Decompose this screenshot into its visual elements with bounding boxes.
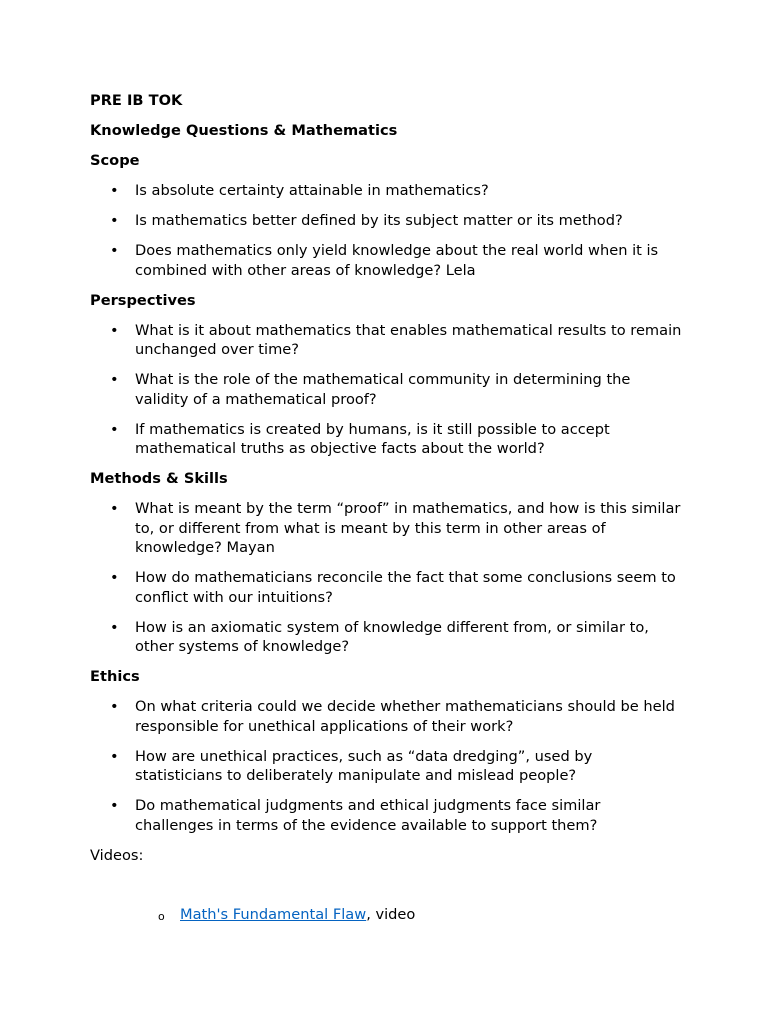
list-item-text: How is an axiomatic system of knowledge different from, or similar to, other systems of knowledge? [135,618,649,655]
list-item [90,796,690,835]
hollow-bullet-icon: o [158,910,165,923]
video-link-suffix: , video [366,906,416,923]
document-page [90,91,690,925]
bullet-icon: • [110,698,119,715]
list-item-text: How do mathematicians reconcile the fact that some conclusions seem to conflict with our intuitions? [135,569,676,606]
list-item-text: What is it about mathematics that enables mathematical results to remain unchanged over time? [135,321,682,358]
video-link[interactable]: Math's Fundamental Flaw [180,906,367,923]
list-item-text: Does mathematics only yield knowledge about the real world when it is combined with other areas of knowledge? Lela [135,242,659,279]
bullet-icon: • [110,618,119,636]
video-list-item [90,905,690,925]
list-item-text: Is mathematics better defined by its subject matter or its method? [135,212,623,229]
bullet-list-perspectives [90,321,690,459]
list-item [90,370,690,409]
list-item [90,211,690,231]
list-item-text: If mathematics is created by humans, is it still possible to accept mathematical truths as objective facts about the world? [135,420,610,457]
section-heading-methods-skills: Methods & Skills [90,470,228,487]
bullet-icon: • [110,371,119,388]
list-item-text: Do mathematical judgments and ethical judgments face similar challenges in terms of the evidence available to support them? [135,797,601,834]
list-item [90,181,690,201]
bullet-icon: • [110,569,119,586]
bullet-icon: • [110,747,119,765]
section-heading-ethics: Ethics [90,668,140,685]
section-heading-scope: Scope [90,152,140,169]
list-item-text: On what criteria could we decide whether mathematicians should be held responsible for unethical applications of their work? [135,698,675,735]
bullet-icon: • [110,182,119,199]
bullet-icon: • [110,321,119,339]
document-subtitle: Knowledge Questions & Mathematics [90,122,398,139]
bullet-icon: • [110,242,119,259]
list-item [90,618,690,657]
bullet-list-scope [90,181,690,280]
bullet-icon: • [110,420,119,438]
list-item-text: How are unethical practices, such as “data dredging”, used by statisticians to deliberately manipulate and mislead people? [135,747,593,784]
document-title: PRE IB TOK [90,92,183,109]
list-item-text: Is absolute certainty attainable in mathematics? [135,182,489,199]
list-item-text: What is meant by the term “proof” in mathematics, and how is this similar to, or different from what is meant by this term in other areas of knowledge? Mayan [135,500,681,556]
list-item [90,321,690,360]
section-heading-perspectives: Perspectives [90,291,196,309]
list-item [90,568,690,607]
list-item [90,420,690,459]
bullet-icon: • [110,212,119,229]
bullet-icon: • [110,500,119,517]
list-item [90,747,690,786]
bullet-list-ethics [90,697,690,835]
list-item-text: What is the role of the mathematical community in determining the validity of a mathematical proof? [135,371,631,408]
list-item [90,499,690,558]
bullet-list-methods-skills [90,499,690,657]
bullet-icon: • [110,797,119,814]
videos-label: Videos: [90,846,144,864]
list-item [90,697,690,736]
list-item [90,241,690,280]
